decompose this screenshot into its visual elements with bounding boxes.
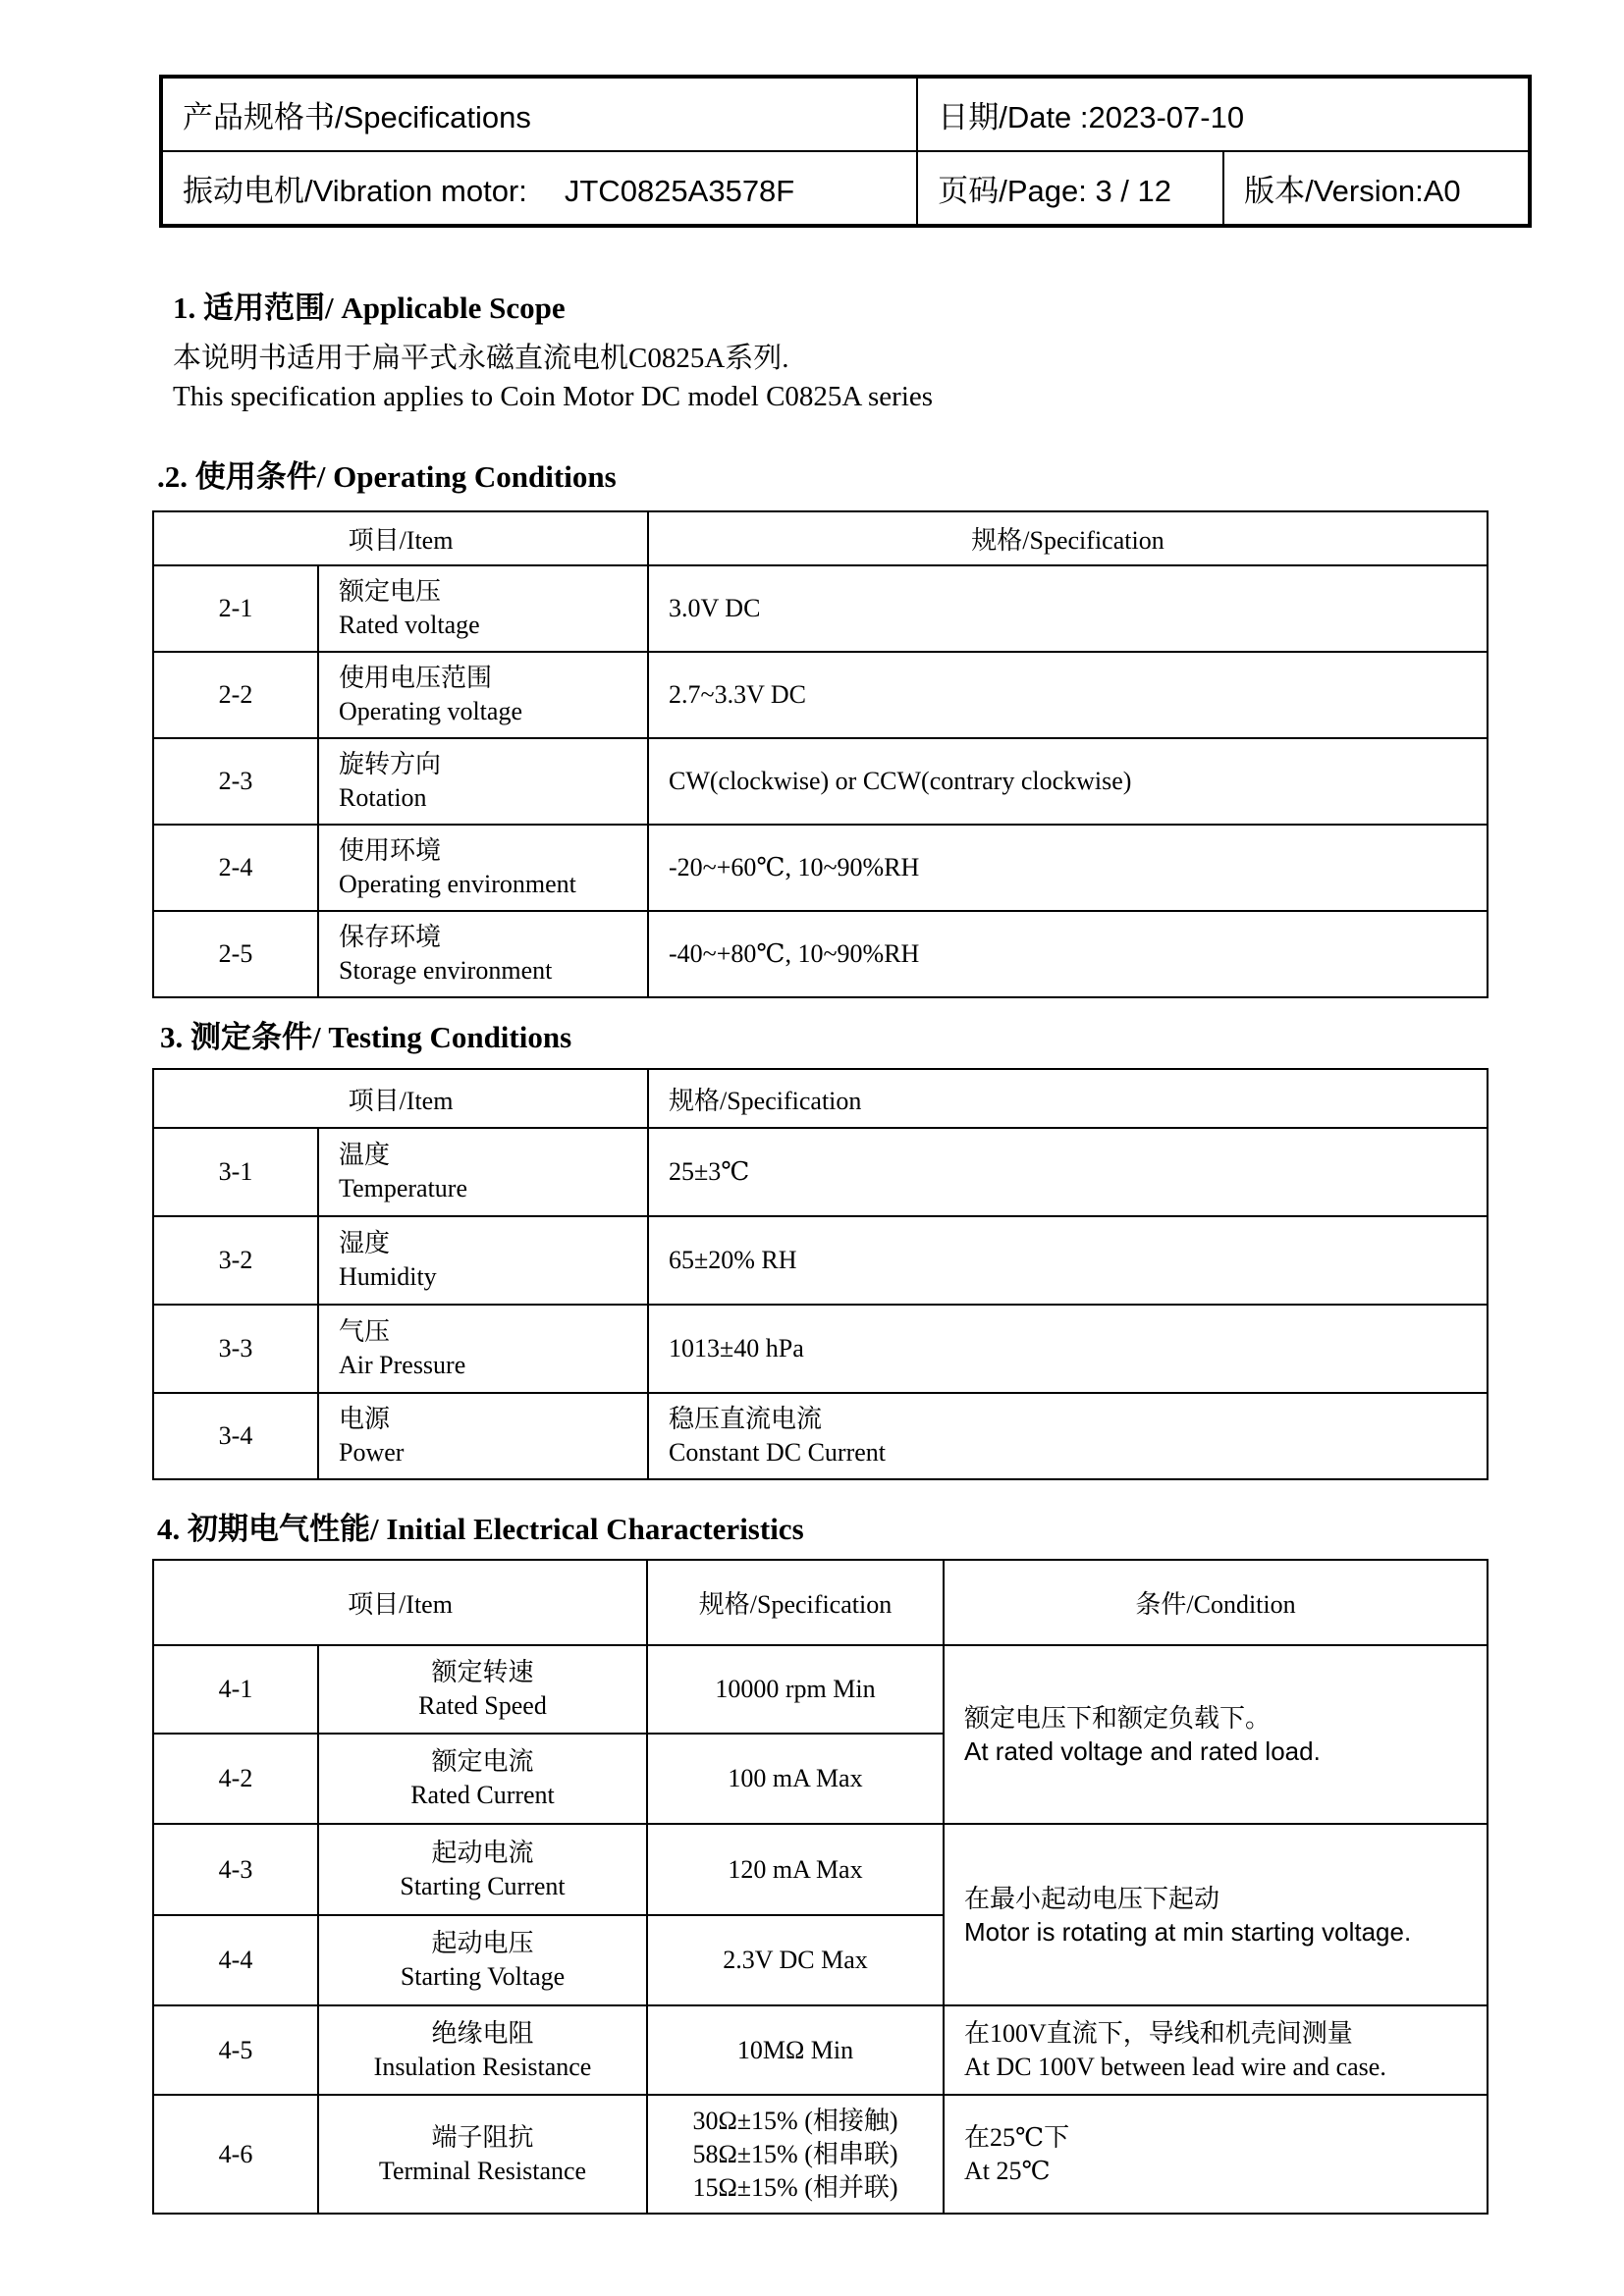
item-en: Starting Current — [400, 1871, 566, 1900]
item-cn: 额定转速 — [431, 1658, 534, 1686]
spec-value: 2.3V DC Max — [647, 1915, 944, 2005]
spec-cell — [648, 1393, 1488, 1479]
item-en: Insulation Resistance — [373, 2052, 592, 2081]
col-header-spec: 规格/Specification — [648, 1069, 1488, 1128]
row-number: 3-3 — [153, 1305, 318, 1393]
spec-cell — [647, 2095, 944, 2214]
item-cell — [318, 1734, 647, 1824]
spec-line: 58Ω±15% (相串联) — [692, 2139, 898, 2168]
table-row — [153, 1216, 1488, 1305]
item-cn: 起动电压 — [431, 1929, 534, 1957]
condition-en: At rated voltage and rated load. — [964, 1736, 1321, 1766]
item-cell — [318, 1645, 647, 1734]
item-cell — [318, 1915, 647, 2005]
row-number: 3-4 — [153, 1393, 318, 1479]
spec-value-en: Constant DC Current — [669, 1438, 886, 1467]
item-cn: 温度 — [339, 1141, 391, 1169]
item-cn: 旋转方向 — [339, 750, 442, 778]
spec-header-table — [159, 75, 1532, 228]
item-cn: 使用电压范围 — [339, 664, 493, 692]
condition-cell — [944, 2095, 1488, 2214]
section2-title: .2. 使用条件/ Operating Conditions — [157, 459, 617, 494]
condition-cn: 额定电压下和额定负载下。 — [964, 1703, 1272, 1733]
section1-text-cn: 本说明书适用于扁平式永磁直流电机C0825A系列. — [173, 343, 789, 374]
item-cell — [318, 652, 648, 738]
row-number: 2-4 — [153, 825, 318, 911]
item-cell — [318, 1216, 648, 1305]
col-header-item: 项目/Item — [153, 1560, 647, 1645]
row-number: 4-3 — [153, 1824, 318, 1915]
item-en: Power — [339, 1438, 405, 1467]
spec-value: -20~+60℃, 10~90%RH — [648, 825, 1488, 911]
condition-cell — [944, 1645, 1488, 1824]
item-cell — [318, 911, 648, 997]
section1-title: 1. 适用范围/ Applicable Scope — [173, 291, 566, 325]
item-en: Rated Speed — [418, 1691, 547, 1720]
condition-en: Motor is rotating at min starting voltage. — [964, 1916, 1412, 1947]
spec-value: 3.0V DC — [648, 565, 1488, 652]
item-en: Operating environment — [339, 870, 576, 898]
item-cn: 额定电流 — [431, 1747, 534, 1776]
section1-text-en: This specification applies to Coin Motor DC model C0825A series — [173, 381, 934, 412]
table-row — [153, 2095, 1488, 2214]
model-number: JTC0825A3578F — [564, 174, 795, 208]
table-row — [153, 825, 1488, 911]
item-en: Temperature — [339, 1174, 467, 1202]
item-en: Operating voltage — [339, 697, 522, 725]
spec-line: 15Ω±15% (相并联) — [692, 2172, 898, 2202]
col-header-spec: 规格/Specification — [648, 511, 1488, 565]
item-en: Rated voltage — [339, 611, 480, 639]
row-number: 2-1 — [153, 565, 318, 652]
item-cell — [318, 738, 648, 825]
page-number: 页码/Page: 3 / 12 — [917, 151, 1223, 226]
col-header-item: 项目/Item — [153, 1069, 648, 1128]
item-cell — [318, 2005, 647, 2095]
row-number: 2-2 — [153, 652, 318, 738]
col-header-item: 项目/Item — [153, 511, 648, 565]
item-en: Air Pressure — [339, 1351, 466, 1379]
item-cell — [318, 1393, 648, 1479]
testing-conditions-table — [152, 1068, 1489, 1480]
spec-value: 25±3℃ — [669, 1157, 750, 1186]
condition-cell — [944, 1824, 1488, 2005]
row-number: 3-1 — [153, 1128, 318, 1216]
table-row — [153, 738, 1488, 825]
spec-value: 10000 rpm Min — [647, 1645, 944, 1734]
item-en: Storage environment — [339, 956, 553, 985]
product-cell — [161, 151, 917, 226]
item-cn: 绝缘电阻 — [431, 2018, 534, 2048]
item-cell — [318, 1305, 648, 1393]
spec-value: 120 mA Max — [647, 1824, 944, 1915]
col-header-spec: 规格/Specification — [647, 1560, 944, 1645]
row-number: 2-5 — [153, 911, 318, 997]
condition-cell — [944, 2005, 1488, 2095]
item-cn: 端子阻抗 — [431, 2122, 534, 2152]
item-cn: 使用环境 — [339, 836, 442, 865]
table-row — [153, 652, 1488, 738]
col-header-condition: 条件/Condition — [944, 1560, 1488, 1645]
operating-conditions-table — [152, 510, 1489, 998]
spec-value: -40~+80℃, 10~90%RH — [648, 911, 1488, 997]
spec-cell — [648, 1128, 1488, 1216]
condition-cn: 在100V直流下，导线和机壳间测量 — [964, 2018, 1353, 2048]
table-row — [153, 1645, 1488, 1734]
doc-date: 日期/Date :2023-07-10 — [917, 77, 1530, 151]
item-cn: 额定电压 — [339, 577, 442, 606]
section3-title: 3. 测定条件/ Testing Conditions — [160, 1020, 572, 1054]
item-cell — [318, 1824, 647, 1915]
spec-value: 稳压直流电流 — [669, 1405, 823, 1433]
spec-value: CW(clockwise) or CCW(contrary clockwise) — [648, 738, 1488, 825]
item-cn: 起动电流 — [431, 1838, 534, 1867]
section4-title: 4. 初期电气性能/ Initial Electrical Characteristics — [157, 1512, 804, 1546]
table-row — [153, 1128, 1488, 1216]
row-number: 2-3 — [153, 738, 318, 825]
product-label: 振动电机/Vibration motor: — [183, 174, 527, 208]
table-row — [153, 565, 1488, 652]
spec-cell — [648, 1216, 1488, 1305]
item-en: Starting Voltage — [400, 1962, 566, 1991]
item-cell — [318, 2095, 647, 2214]
row-number: 4-6 — [153, 2095, 318, 2214]
row-number: 4-5 — [153, 2005, 318, 2095]
item-en: Rotation — [339, 783, 427, 812]
spec-value: 100 mA Max — [647, 1734, 944, 1824]
item-cell — [318, 825, 648, 911]
spec-value: 65±20% RH — [669, 1246, 797, 1274]
table-row — [153, 1393, 1488, 1479]
item-cn: 湿度 — [339, 1229, 391, 1257]
item-en: Rated Current — [410, 1781, 555, 1809]
condition-cn: 在最小起动电压下起动 — [964, 1883, 1220, 1913]
table-row — [153, 2005, 1488, 2095]
table-row — [153, 1305, 1488, 1393]
spec-line: 30Ω±15% (相接触) — [692, 2106, 898, 2135]
row-number: 3-2 — [153, 1216, 318, 1305]
item-cn: 保存环境 — [339, 923, 442, 951]
table-row — [153, 1824, 1488, 1915]
table-row — [153, 911, 1488, 997]
row-number: 4-2 — [153, 1734, 318, 1824]
item-cell — [318, 565, 648, 652]
item-cell — [318, 1128, 648, 1216]
doc-type: 产品规格书/Specifications — [161, 77, 917, 151]
spec-value: 2.7~3.3V DC — [648, 652, 1488, 738]
spec-cell — [648, 1305, 1488, 1393]
version: 版本/Version:A0 — [1223, 151, 1530, 226]
spec-value: 10MΩ Min — [647, 2005, 944, 2095]
row-number: 4-4 — [153, 1915, 318, 2005]
item-en: Humidity — [339, 1262, 437, 1291]
item-en: Terminal Resistance — [378, 2156, 587, 2185]
condition-en: At DC 100V between lead wire and case. — [964, 2052, 1386, 2081]
electrical-characteristics-table — [152, 1559, 1489, 2215]
condition-en: At 25℃ — [964, 2156, 1051, 2185]
condition-cn: 在25℃下 — [964, 2122, 1070, 2152]
item-cn: 气压 — [339, 1317, 391, 1346]
row-number: 4-1 — [153, 1645, 318, 1734]
item-cn: 电源 — [339, 1405, 391, 1433]
spec-value: 1013±40 hPa — [669, 1334, 804, 1362]
